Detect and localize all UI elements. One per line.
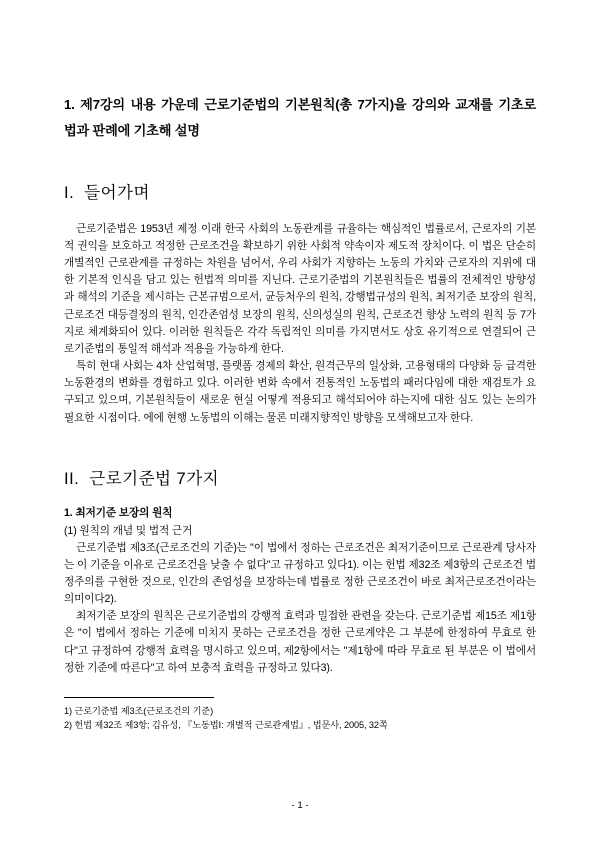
section-heading-1	[64, 179, 536, 203]
section-1-paragraph-1: 근로기준법은 1953년 제정 이래 한국 사회의 노동관계를 규율하는 핵심적인 법률로서, 근로자의 기본적 권익을 보호하고 적정한 근로조건을 확보하기 위한 사회적 약속이자 제도적 장치이다. 이 법은 단순히 개별적인 근로관계를 규정하는 차원을 넘어서, 우리 사회가 지향하는 노동의 가치와 근로자의 지위에 대한 기본적 인식을 담고 있는 헌법적 의미를 지닌다. 근로기준법의 기본원칙들은 법률의 전체적인 방향성과 해석의 기준을 제시하는 근본규범으로서, 균등처우의 원칙, 강행법규성의 원칙, 최저기준 보장의 원칙, 근로조건 대등결정의 원칙, 인간존엄성 보장의 원칙, 신의성실의 원칙, 근로조건 향상 노력의 원칙 등 7가지로 체계화되어 있다. 이러한 원칙들은 각각 독립적인 의미를 가지면서도 상호 유기적으로 연결되어 근로기준법의 통일적 해석과 적용을 가능하게 한다.	[64, 222, 536, 355]
section-2-paragraph-2: 최저기준 보장의 원칙은 근로기준법의 강행적 효력과 밀접한 관련을 갖는다. 근로기준법 제15조 제1항은 "이 법에서 정하는 기준에 미치지 못하는 근로조건을 정한 근로계약은 그 부분에 한정하여 무효로 한다"고 규정하여 강행적 효력을 명시하고 있으며, 제2항에서는 "제1항에 따라 무효로 된 부분은 이 법에서 정한 기준에 따른다"고 하여 보충적 효력을 규정하고 있다3).	[64, 610, 536, 674]
footnote-1: 1) 근로기준법 제3조(근로조건의 기준)	[64, 705, 214, 716]
page-number: - 1 -	[291, 800, 309, 811]
section-2-paragraph-1: 근로기준법 제3조(근로조건의 기준)는 "이 법에서 정하는 근로조건은 최저기준이므로 근로관계 당사자는 이 기준을 이유로 근로조건을 낮출 수 없다"고 규정하고 있다1). 이는 헌법 제32조 제3항의 근로조건 법정주의를 구현한 것으로, 인간의 존엄성을 보장하는데 법률로 정한 근로조건이 바로 최저근로조건이라는 의미이다2).	[64, 541, 536, 606]
footnote-2: 2) 헌법 제32조 제3항; 김유성, 『노동법Ⅰ: 개별적 근로관계법』, 법문사, 2005, 32쪽	[64, 720, 388, 731]
subsection-subheading: (1) 원칙의 개념 및 법적 근거	[64, 524, 193, 537]
section-1-paragraph-2: 특히 현대 사회는 4차 산업혁명, 플랫폼 경제의 확산, 원격근무의 일상화, 고용형태의 다양화 등 급격한 노동환경의 변화를 경험하고 있다. 이러한 변화 속에서 전통적인 노동법의 패러다임에 대한 재검토가 요구되고 있으며, 기본원칙들이 새로운 현실 어떻게 적용되고 해석되어야 하는지에 대한 심도 있는 논의가 필요한 시점이다. 에에 현행 노동법의 이해는 물론 미래지향적인 방향을 모색해보고자 한다.	[64, 360, 536, 424]
section-divider-space	[64, 427, 536, 465]
section-1-number: I.	[64, 183, 75, 202]
page-title: 1. 제7강의 내용 가운데 근로기준법의 기본원칙(총 7가지)을 강의와 교재를 기초로 법과 판례에 기초해 설명	[64, 97, 536, 139]
footnote-separator	[64, 697, 214, 698]
section-heading-2	[64, 465, 536, 489]
section-2-title: 근로기준법 7가지	[89, 469, 220, 488]
section-2-number: II.	[64, 469, 80, 488]
section-1-title: 들어가며	[84, 183, 150, 202]
subsection-heading: 1. 최저기준 보장의 원칙	[64, 506, 173, 519]
